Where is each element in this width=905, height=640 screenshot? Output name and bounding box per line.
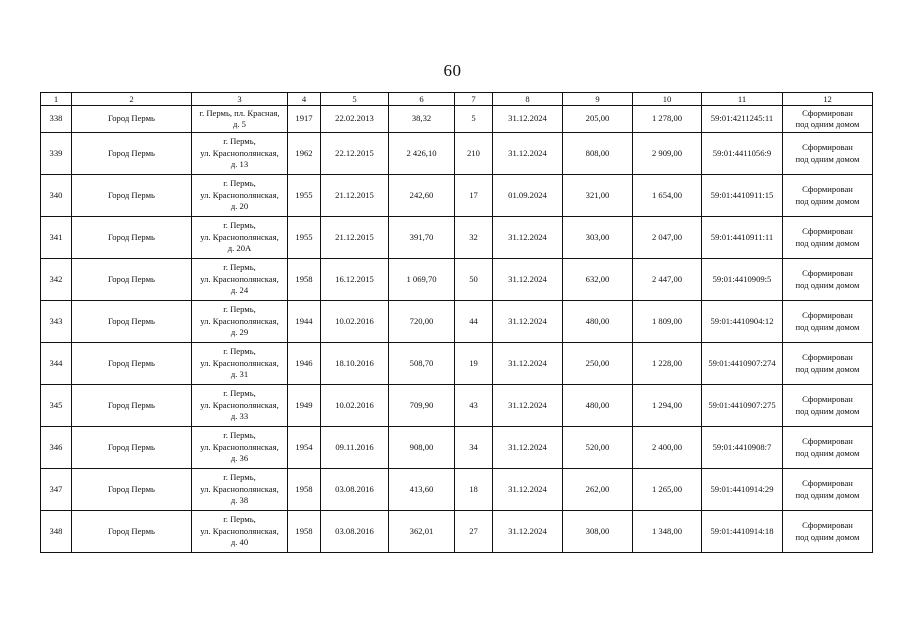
column-header: 8 [493, 93, 563, 106]
address-cell: г. Пермь, пл. Красная, д. 5 [192, 106, 288, 133]
column-header: 7 [455, 93, 493, 106]
table-row [41, 511, 873, 553]
residents-cell: 27 [455, 511, 493, 553]
register-table [40, 92, 873, 553]
amount-cell: 1 265,00 [633, 469, 702, 511]
status-cell: Сформирован под одним домом [783, 217, 873, 259]
address-cell: г. Пермь, ул. Краснополянская, д. 20А [192, 217, 288, 259]
value-cell: 480,00 [563, 301, 633, 343]
municipality-cell: Город Пермь [72, 343, 192, 385]
value-cell: 303,00 [563, 217, 633, 259]
amount-cell: 1 348,00 [633, 511, 702, 553]
table-row [41, 217, 873, 259]
amount-cell: 1 228,00 [633, 343, 702, 385]
date-cell: 03.08.2016 [321, 511, 389, 553]
value-cell: 808,00 [563, 133, 633, 175]
date-cell: 18.10.2016 [321, 343, 389, 385]
residents-cell: 43 [455, 385, 493, 427]
amount-cell: 2 047,00 [633, 217, 702, 259]
cadastral-number-cell: 59:01:4410904:12 [702, 301, 783, 343]
value-cell: 520,00 [563, 427, 633, 469]
page-number: 60 [443, 61, 462, 80]
year-cell: 1962 [288, 133, 321, 175]
row-number-cell: 347 [41, 469, 72, 511]
residents-cell: 44 [455, 301, 493, 343]
municipality-cell: Город Пермь [72, 175, 192, 217]
year-cell: 1944 [288, 301, 321, 343]
value-cell: 205,00 [563, 106, 633, 133]
address-cell: г. Пермь, ул. Краснополянская, д. 38 [192, 469, 288, 511]
amount-cell: 1 278,00 [633, 106, 702, 133]
table-row [41, 301, 873, 343]
value-cell: 480,00 [563, 385, 633, 427]
date-cell: 22.02.2013 [321, 106, 389, 133]
area-cell: 508,70 [389, 343, 455, 385]
status-cell: Сформирован под одним домом [783, 469, 873, 511]
residents-cell: 19 [455, 343, 493, 385]
residents-cell: 210 [455, 133, 493, 175]
date-cell: 03.08.2016 [321, 469, 389, 511]
amount-cell: 1 809,00 [633, 301, 702, 343]
table-row [41, 259, 873, 301]
municipality-cell: Город Пермь [72, 106, 192, 133]
residents-cell: 32 [455, 217, 493, 259]
amount-cell: 1 294,00 [633, 385, 702, 427]
deadline-cell: 01.09.2024 [493, 175, 563, 217]
address-cell: г. Пермь, ул. Краснополянская, д. 20 [192, 175, 288, 217]
deadline-cell: 31.12.2024 [493, 133, 563, 175]
header-row [41, 93, 873, 106]
cadastral-number-cell: 59:01:4410907:274 [702, 343, 783, 385]
status-cell: Сформирован под одним домом [783, 175, 873, 217]
row-number-cell: 340 [41, 175, 72, 217]
deadline-cell: 31.12.2024 [493, 427, 563, 469]
status-cell: Сформирован под одним домом [783, 259, 873, 301]
date-cell: 16.12.2015 [321, 259, 389, 301]
area-cell: 908,00 [389, 427, 455, 469]
cadastral-number-cell: 59:01:4411056:9 [702, 133, 783, 175]
residents-cell: 50 [455, 259, 493, 301]
cadastral-number-cell: 59:01:4410914:18 [702, 511, 783, 553]
column-header: 2 [72, 93, 192, 106]
status-cell: Сформирован под одним домом [783, 343, 873, 385]
amount-cell: 2 400,00 [633, 427, 702, 469]
residents-cell: 34 [455, 427, 493, 469]
municipality-cell: Город Пермь [72, 217, 192, 259]
area-cell: 2 426,10 [389, 133, 455, 175]
deadline-cell: 31.12.2024 [493, 217, 563, 259]
row-number-cell: 343 [41, 301, 72, 343]
row-number-cell: 346 [41, 427, 72, 469]
date-cell: 21.12.2015 [321, 217, 389, 259]
table-row [41, 385, 873, 427]
cadastral-number-cell: 59:01:4410914:29 [702, 469, 783, 511]
residents-cell: 18 [455, 469, 493, 511]
table-row [41, 175, 873, 217]
residents-cell: 5 [455, 106, 493, 133]
area-cell: 413,60 [389, 469, 455, 511]
area-cell: 242,60 [389, 175, 455, 217]
value-cell: 632,00 [563, 259, 633, 301]
year-cell: 1949 [288, 385, 321, 427]
residents-cell: 17 [455, 175, 493, 217]
amount-cell: 2 909,00 [633, 133, 702, 175]
year-cell: 1955 [288, 217, 321, 259]
year-cell: 1958 [288, 469, 321, 511]
date-cell: 10.02.2016 [321, 385, 389, 427]
municipality-cell: Город Пермь [72, 301, 192, 343]
address-cell: г. Пермь, ул. Краснополянская, д. 31 [192, 343, 288, 385]
table-row [41, 133, 873, 175]
address-cell: г. Пермь, ул. Краснополянская, д. 29 [192, 301, 288, 343]
column-header: 4 [288, 93, 321, 106]
status-cell: Сформирован под одним домом [783, 301, 873, 343]
table-row [41, 343, 873, 385]
column-header: 12 [783, 93, 873, 106]
year-cell: 1958 [288, 511, 321, 553]
value-cell: 262,00 [563, 469, 633, 511]
address-cell: г. Пермь, ул. Краснополянская, д. 33 [192, 385, 288, 427]
municipality-cell: Город Пермь [72, 259, 192, 301]
area-cell: 709,90 [389, 385, 455, 427]
column-header: 11 [702, 93, 783, 106]
row-number-cell: 341 [41, 217, 72, 259]
column-header: 1 [41, 93, 72, 106]
cadastral-number-cell: 59:01:4211245:11 [702, 106, 783, 133]
cadastral-number-cell: 59:01:4410911:11 [702, 217, 783, 259]
area-cell: 720,00 [389, 301, 455, 343]
row-number-cell: 348 [41, 511, 72, 553]
year-cell: 1958 [288, 259, 321, 301]
row-number-cell: 339 [41, 133, 72, 175]
status-cell: Сформирован под одним домом [783, 511, 873, 553]
value-cell: 250,00 [563, 343, 633, 385]
cadastral-number-cell: 59:01:4410909:5 [702, 259, 783, 301]
year-cell: 1946 [288, 343, 321, 385]
value-cell: 321,00 [563, 175, 633, 217]
row-number-cell: 344 [41, 343, 72, 385]
date-cell: 09.11.2016 [321, 427, 389, 469]
amount-cell: 1 654,00 [633, 175, 702, 217]
deadline-cell: 31.12.2024 [493, 259, 563, 301]
deadline-cell: 31.12.2024 [493, 301, 563, 343]
year-cell: 1917 [288, 106, 321, 133]
status-cell: Сформирован под одним домом [783, 427, 873, 469]
table-body [41, 106, 873, 553]
cadastral-number-cell: 59:01:4410907:275 [702, 385, 783, 427]
deadline-cell: 31.12.2024 [493, 511, 563, 553]
municipality-cell: Город Пермь [72, 469, 192, 511]
year-cell: 1955 [288, 175, 321, 217]
status-cell: Сформирован под одним домом [783, 133, 873, 175]
area-cell: 1 069,70 [389, 259, 455, 301]
cadastral-number-cell: 59:01:4410908:7 [702, 427, 783, 469]
column-header: 3 [192, 93, 288, 106]
table-row [41, 469, 873, 511]
municipality-cell: Город Пермь [72, 511, 192, 553]
address-cell: г. Пермь, ул. Краснополянская, д. 24 [192, 259, 288, 301]
row-number-cell: 338 [41, 106, 72, 133]
status-cell: Сформирован под одним домом [783, 385, 873, 427]
address-cell: г. Пермь, ул. Краснополянская, д. 13 [192, 133, 288, 175]
amount-cell: 2 447,00 [633, 259, 702, 301]
area-cell: 362,01 [389, 511, 455, 553]
address-cell: г. Пермь, ул. Краснополянская, д. 36 [192, 427, 288, 469]
column-header: 6 [389, 93, 455, 106]
row-number-cell: 345 [41, 385, 72, 427]
deadline-cell: 31.12.2024 [493, 106, 563, 133]
table-header [41, 93, 873, 106]
status-cell: Сформирован под одним домом [783, 106, 873, 133]
date-cell: 22.12.2015 [321, 133, 389, 175]
cadastral-number-cell: 59:01:4410911:15 [702, 175, 783, 217]
date-cell: 10.02.2016 [321, 301, 389, 343]
column-header: 5 [321, 93, 389, 106]
column-header: 10 [633, 93, 702, 106]
municipality-cell: Город Пермь [72, 385, 192, 427]
column-header: 9 [563, 93, 633, 106]
table-row [41, 427, 873, 469]
deadline-cell: 31.12.2024 [493, 385, 563, 427]
deadline-cell: 31.12.2024 [493, 469, 563, 511]
municipality-cell: Город Пермь [72, 427, 192, 469]
deadline-cell: 31.12.2024 [493, 343, 563, 385]
table-row [41, 106, 873, 133]
row-number-cell: 342 [41, 259, 72, 301]
municipality-cell: Город Пермь [72, 133, 192, 175]
area-cell: 391,70 [389, 217, 455, 259]
address-cell: г. Пермь, ул. Краснополянская, д. 40 [192, 511, 288, 553]
area-cell: 38,32 [389, 106, 455, 133]
year-cell: 1954 [288, 427, 321, 469]
value-cell: 308,00 [563, 511, 633, 553]
date-cell: 21.12.2015 [321, 175, 389, 217]
